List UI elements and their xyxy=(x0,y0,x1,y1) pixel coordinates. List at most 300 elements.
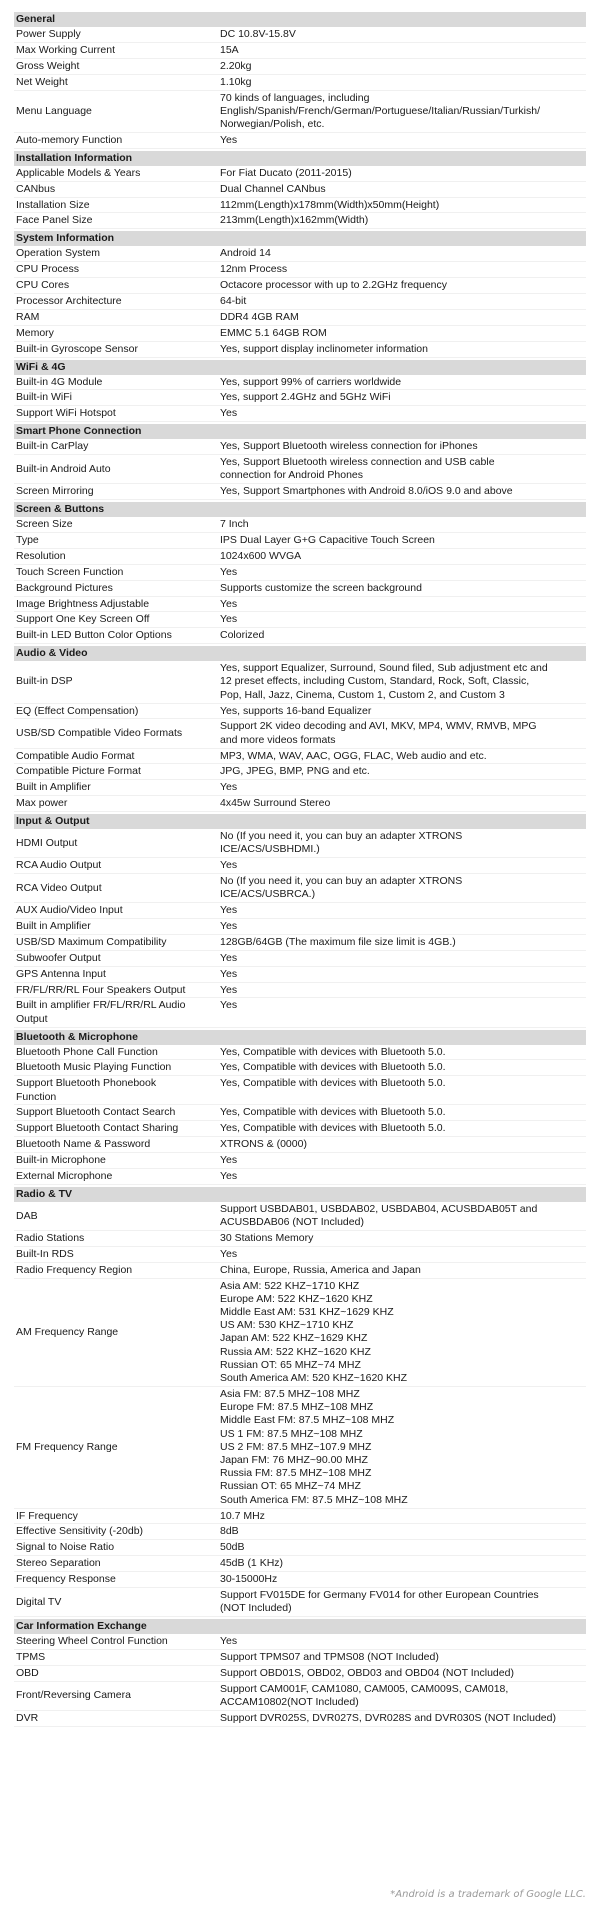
spec-row xyxy=(14,1682,586,1711)
spec-value: 128GB/64GB (The maximum file size limit is 4GB.) xyxy=(220,935,456,948)
spec-label-text: Bluetooth Phone Call Function xyxy=(16,1045,158,1058)
spec-value: JPG, JPEG, BMP, PNG and etc. xyxy=(220,765,370,778)
spec-label xyxy=(16,875,220,901)
spec-label xyxy=(16,485,220,498)
spec-label-text: Support One Key Screen Off xyxy=(16,613,150,626)
spec-row xyxy=(14,375,586,391)
spec-value: 10.7 MHz xyxy=(220,1509,265,1522)
spec-label-text: Operation System xyxy=(16,247,101,260)
spec-row xyxy=(14,749,586,765)
spec-value: 8dB xyxy=(220,1525,239,1538)
spec-row xyxy=(14,1121,586,1137)
spec-row xyxy=(14,1387,586,1509)
spec-row xyxy=(14,1572,586,1588)
spec-value: 30 Stations Memory xyxy=(220,1232,314,1244)
spec-row xyxy=(14,719,586,748)
spec-row xyxy=(14,1153,586,1169)
spec-label xyxy=(16,1046,220,1059)
spec-label-text: Front/Reversing Camera xyxy=(16,1689,131,1702)
spec-label xyxy=(16,247,220,260)
spec-label-text: Built-in Gyroscope Sensor xyxy=(16,342,138,355)
spec-label-text: Radio Stations xyxy=(16,1232,85,1244)
spec-label-text: EQ (Effect Compensation) xyxy=(16,704,139,717)
spec-label-text: Bluetooth Music Playing Function xyxy=(16,1061,172,1074)
spec-value: 30-15000Hz xyxy=(220,1573,278,1586)
spec-label-text: AM Frequency Range xyxy=(16,1325,119,1338)
spec-row xyxy=(14,858,586,874)
spec-label xyxy=(16,1557,220,1570)
spec-value: 12nm Process xyxy=(220,263,288,276)
spec-row xyxy=(14,581,586,597)
spec-row xyxy=(14,829,586,858)
section-header: Bluetooth & Microphone xyxy=(14,1030,586,1045)
spec-row xyxy=(14,1169,586,1185)
section-header: Radio & TV xyxy=(14,1187,586,1202)
spec-value: Android 14 xyxy=(220,247,271,260)
spec-value: Support CAM001F, CAM1080, CAM005, CAM009S, CAM018, ACCAM10802(NOT Included) xyxy=(220,1682,509,1708)
spec-value: Colorized xyxy=(220,629,265,642)
spec-label xyxy=(16,1061,220,1074)
spec-sheet xyxy=(14,10,586,1727)
spec-row xyxy=(14,1137,586,1153)
spec-value: Yes, support display inclinometer information xyxy=(220,342,428,355)
spec-row xyxy=(14,983,586,999)
spec-row xyxy=(14,780,586,796)
spec-value: 112mm(Length)x178mm(Width)x50mm(Height) xyxy=(220,198,440,211)
spec-label-text: Image Brightness Adjustable xyxy=(16,597,150,610)
spec-value: Asia AM: 522 KHZ~1710 KHZ Europe AM: 522 KHZ~1620 KHZ Middle East AM: 531 KHZ~1629 KHZ US AM: 530 KHZ~1710 KHZ Japan AM: 522 KHZ~1629 KHZ Russia AM: 522 KHZ~1620 KHZ Russian OT: 65 MHZ~74 MHZ South America AM: 520 KHZ~1620 KHZ xyxy=(220,1279,408,1385)
spec-row xyxy=(14,294,586,310)
spec-row xyxy=(14,1588,586,1617)
spec-label xyxy=(16,440,220,453)
spec-value: Yes xyxy=(220,1635,238,1648)
spec-label xyxy=(16,199,220,212)
spec-value: No (If you need it, you can buy an adapter XTRONS ICE/ACS/USBHDMI.) xyxy=(220,830,463,856)
spec-row xyxy=(14,439,586,455)
spec-label-text: Support WiFi Hotspot xyxy=(16,407,116,420)
spec-label-text: Built in amplifier FR/FL/RR/RL Audio Output xyxy=(16,999,186,1025)
spec-value: 15A xyxy=(220,43,239,56)
spec-label xyxy=(16,1573,220,1586)
spec-label-text: Background Pictures xyxy=(16,581,113,594)
spec-label-text: Built in Amplifier xyxy=(16,781,91,794)
spec-value: Yes xyxy=(220,407,238,420)
spec-label xyxy=(16,750,220,763)
spec-row xyxy=(14,1650,586,1666)
spec-row xyxy=(14,903,586,919)
spec-label xyxy=(16,1525,220,1538)
spec-value: EMMC 5.1 64GB ROM xyxy=(220,326,327,339)
spec-label-text: HDMI Output xyxy=(16,836,78,849)
spec-label xyxy=(16,705,220,718)
spec-value: Yes xyxy=(220,904,238,917)
spec-label xyxy=(16,1203,220,1229)
spec-row xyxy=(14,612,586,628)
spec-value: Dual Channel CANbus xyxy=(220,182,326,195)
spec-label xyxy=(16,343,220,356)
spec-label xyxy=(16,1122,220,1135)
section-header: Installation Information xyxy=(14,151,586,166)
spec-label-text: Support Bluetooth Contact Search xyxy=(16,1106,176,1119)
spec-label xyxy=(16,60,220,73)
spec-row xyxy=(14,919,586,935)
spec-label-text: Compatible Audio Format xyxy=(16,749,135,762)
section-header: System Information xyxy=(14,231,586,246)
spec-value: Yes, Compatible with devices with Bluetooth 5.0. xyxy=(220,1045,446,1058)
spec-label-text: CANbus xyxy=(16,182,56,195)
spec-row xyxy=(14,91,586,133)
spec-label xyxy=(16,295,220,308)
spec-row xyxy=(14,661,586,703)
spec-row xyxy=(14,166,586,182)
spec-value: Yes, Compatible with devices with Bluetooth 5.0. xyxy=(220,1122,446,1135)
spec-label xyxy=(16,598,220,611)
spec-label xyxy=(16,92,220,132)
spec-label-text: Compatible Picture Format xyxy=(16,765,141,778)
spec-row xyxy=(14,278,586,294)
spec-label xyxy=(16,904,220,917)
spec-row xyxy=(14,310,586,326)
spec-row xyxy=(14,549,586,565)
spec-label-text: External Microphone xyxy=(16,1170,113,1183)
spec-row xyxy=(14,967,586,983)
spec-value: Yes, Support Bluetooth wireless connection and USB cable connection for Android Phones xyxy=(220,456,495,482)
spec-value: Yes xyxy=(220,1170,238,1183)
spec-value: 1024x600 WVGA xyxy=(220,549,302,562)
spec-label xyxy=(16,1248,220,1261)
spec-label xyxy=(16,1170,220,1183)
spec-value: China, Europe, Russia, America and Japan xyxy=(220,1263,421,1276)
spec-row xyxy=(14,406,586,422)
spec-label xyxy=(16,263,220,276)
spec-row xyxy=(14,1045,586,1061)
spec-value: Yes xyxy=(220,983,238,996)
spec-row xyxy=(14,390,586,406)
section-header: Car Information Exchange xyxy=(14,1619,586,1634)
spec-label xyxy=(16,984,220,997)
spec-value: 45dB (1 KHz) xyxy=(220,1557,284,1570)
spec-value: Yes xyxy=(220,1247,238,1260)
spec-row xyxy=(14,484,586,500)
spec-value: 213mm(Length)x162mm(Width) xyxy=(220,214,369,227)
section-header: Input & Output xyxy=(14,814,586,829)
spec-label xyxy=(16,765,220,778)
spec-row xyxy=(14,1509,586,1525)
spec-label-text: Built-in Microphone xyxy=(16,1154,106,1167)
spec-row xyxy=(14,1060,586,1076)
spec-row xyxy=(14,951,586,967)
spec-label xyxy=(16,830,220,856)
spec-label xyxy=(16,327,220,340)
spec-label xyxy=(16,662,220,702)
spec-value: Yes, supports 16-band Equalizer xyxy=(220,704,372,717)
spec-label-text: Built-in Android Auto xyxy=(16,462,111,475)
spec-value: Yes, support Equalizer, Surround, Sound filed, Sub adjustment etc and 12 preset effects, including Custom, Standard, Rock, Soft, Classic, Pop, Hall, Jazz, Cinema, Custom 1, Custom 2, and Custom 3 xyxy=(220,662,548,701)
spec-label xyxy=(16,629,220,642)
spec-row xyxy=(14,1231,586,1247)
section-header: WiFi & 4G xyxy=(14,360,586,375)
spec-label-text: Power Supply xyxy=(16,28,81,40)
spec-label xyxy=(16,1106,220,1119)
spec-label-text: Effective Sensitivity (-20db) xyxy=(16,1525,144,1538)
spec-label xyxy=(16,566,220,579)
spec-label-text: Support Bluetooth Phonebook Function xyxy=(16,1077,157,1103)
spec-row xyxy=(14,597,586,613)
section-header: Audio & Video xyxy=(14,646,586,661)
spec-row xyxy=(14,75,586,91)
spec-value: DC 10.8V-15.8V xyxy=(220,28,296,40)
spec-label-text: CPU Process xyxy=(16,263,80,276)
spec-label-text: Built-in LED Button Color Options xyxy=(16,629,172,642)
spec-row xyxy=(14,182,586,198)
spec-row xyxy=(14,1666,586,1682)
spec-row xyxy=(14,1105,586,1121)
spec-label-text: OBD xyxy=(16,1666,39,1679)
spec-label-text: Support Bluetooth Contact Sharing xyxy=(16,1122,179,1135)
spec-value: Support OBD01S, OBD02, OBD03 and OBD04 (NOT Included) xyxy=(220,1666,514,1679)
spec-label-text: Built-in DSP xyxy=(16,675,73,688)
spec-label-text: FR/FL/RR/RL Four Speakers Output xyxy=(16,983,186,996)
spec-label-text: CPU Cores xyxy=(16,279,70,292)
spec-label-text: Processor Architecture xyxy=(16,294,122,307)
spec-row xyxy=(14,704,586,720)
spec-row xyxy=(14,764,586,780)
spec-label xyxy=(16,781,220,794)
spec-label xyxy=(16,582,220,595)
spec-label-text: Net Weight xyxy=(16,75,68,88)
spec-label xyxy=(16,1264,220,1277)
spec-row xyxy=(14,213,586,229)
spec-label-text: IF Frequency xyxy=(16,1509,78,1522)
spec-row xyxy=(14,133,586,149)
spec-row xyxy=(14,1556,586,1572)
spec-row xyxy=(14,1634,586,1650)
spec-row xyxy=(14,262,586,278)
spec-row xyxy=(14,1540,586,1556)
spec-value: Yes xyxy=(220,133,238,146)
spec-row xyxy=(14,517,586,533)
spec-value: For Fiat Ducato (2011-2015) xyxy=(220,166,352,179)
spec-value: Supports customize the screen background xyxy=(220,581,422,594)
spec-label-text: TPMS xyxy=(16,1650,46,1663)
spec-label xyxy=(16,279,220,292)
spec-label xyxy=(16,999,220,1025)
spec-label-text: Stereo Separation xyxy=(16,1557,101,1570)
spec-row xyxy=(14,935,586,951)
spec-label xyxy=(16,1280,220,1386)
spec-value: Yes, support 99% of carriers worldwide xyxy=(220,375,402,388)
spec-label-text: Max Working Current xyxy=(16,43,116,56)
spec-label-text: Max power xyxy=(16,797,68,810)
spec-label-text: Gross Weight xyxy=(16,59,80,72)
spec-label xyxy=(16,1635,220,1648)
spec-label-text: Steering Wheel Control Function xyxy=(16,1635,168,1648)
spec-label-text: DVR xyxy=(16,1711,39,1724)
spec-label xyxy=(16,518,220,531)
spec-value: Yes xyxy=(220,1154,238,1167)
spec-row xyxy=(14,246,586,262)
spec-label xyxy=(16,1154,220,1167)
spec-label-text: Screen Mirroring xyxy=(16,485,94,498)
spec-label-text: Type xyxy=(16,533,39,546)
spec-label-text: Touch Screen Function xyxy=(16,565,124,578)
spec-row xyxy=(14,27,586,43)
spec-row xyxy=(14,796,586,812)
spec-label-text: Subwoofer Output xyxy=(16,951,101,964)
spec-label-text: Auto-memory Function xyxy=(16,133,123,146)
spec-value: 4x45w Surround Stereo xyxy=(220,797,331,810)
spec-row xyxy=(14,1711,586,1727)
spec-value: Yes, Support Bluetooth wireless connection for iPhones xyxy=(220,440,478,453)
spec-label-text: Applicable Models & Years xyxy=(16,166,141,179)
spec-value: 64-bit xyxy=(220,294,247,307)
spec-row xyxy=(14,1524,586,1540)
spec-label xyxy=(16,550,220,563)
spec-value: Yes xyxy=(220,565,238,578)
spec-value: Support USBDAB01, USBDAB02, USBDAB04, ACUSBDAB05T and ACUSBDAB06 (NOT Included) xyxy=(220,1202,538,1229)
spec-value: Support TPMS07 and TPMS08 (NOT Included) xyxy=(220,1650,439,1663)
spec-label-text: Built in Amplifier xyxy=(16,920,91,933)
spec-label xyxy=(16,859,220,872)
spec-row xyxy=(14,198,586,214)
spec-label xyxy=(16,1077,220,1103)
spec-row xyxy=(14,326,586,342)
spec-label xyxy=(16,1683,220,1709)
spec-label xyxy=(16,1388,220,1507)
spec-label xyxy=(16,1667,220,1680)
spec-label xyxy=(16,952,220,965)
spec-value: Yes, Compatible with devices with Bluetooth 5.0. xyxy=(220,1077,446,1090)
spec-label-text: Bluetooth Name & Password xyxy=(16,1138,151,1151)
spec-row xyxy=(14,565,586,581)
spec-value: Yes xyxy=(220,781,238,794)
spec-label-text: Frequency Response xyxy=(16,1573,116,1586)
spec-row xyxy=(14,342,586,358)
spec-value: Yes xyxy=(220,967,238,980)
spec-value: 2.20kg xyxy=(220,59,252,72)
spec-label-text: Face Panel Size xyxy=(16,214,93,227)
spec-row xyxy=(14,455,586,484)
spec-label xyxy=(16,407,220,420)
spec-label-text: AUX Audio/Video Input xyxy=(16,904,123,917)
spec-label xyxy=(16,1232,220,1245)
spec-label-text: DAB xyxy=(16,1209,38,1222)
spec-row xyxy=(14,59,586,75)
spec-label-text: Signal to Noise Ratio xyxy=(16,1541,115,1554)
spec-value: Yes, Compatible with devices with Bluetooth 5.0. xyxy=(220,1061,446,1074)
spec-label xyxy=(16,534,220,547)
spec-value: DDR4 4GB RAM xyxy=(220,310,299,323)
spec-label xyxy=(16,1589,220,1615)
spec-label xyxy=(16,920,220,933)
spec-label xyxy=(16,1651,220,1664)
spec-label-text: Built-in 4G Module xyxy=(16,375,103,388)
spec-label xyxy=(16,613,220,626)
spec-label-text: RCA Video Output xyxy=(16,881,102,894)
spec-label-text: Built-In RDS xyxy=(16,1247,74,1260)
spec-label-text: Digital TV xyxy=(16,1595,62,1608)
spec-value: Yes, Support Smartphones with Android 8.0/iOS 9.0 and above xyxy=(220,485,513,498)
spec-value: No (If you need it, you can buy an adapter XTRONS ICE/ACS/USBRCA.) xyxy=(220,875,463,901)
spec-row xyxy=(14,1279,586,1387)
spec-value: Yes xyxy=(220,999,238,1012)
spec-label xyxy=(16,183,220,196)
spec-row xyxy=(14,1076,586,1105)
spec-label xyxy=(16,968,220,981)
spec-value: 1.10kg xyxy=(220,75,252,88)
spec-label-text: GPS Antenna Input xyxy=(16,967,106,980)
spec-row xyxy=(14,628,586,644)
spec-label-text: Memory xyxy=(16,326,54,339)
spec-value: Support 2K video decoding and AVI, MKV, MP4, WMV, RMVB, MPG and more videos formats xyxy=(220,720,537,746)
spec-label-text: RCA Audio Output xyxy=(16,859,102,872)
spec-value: 70 kinds of languages, including English/Spanish/French/German/Portuguese/Italian/Russian/Turkish/ Norwegian/Polish, etc. xyxy=(220,91,541,130)
spec-value: Yes xyxy=(220,613,238,626)
spec-row xyxy=(14,874,586,903)
spec-label-text: FM Frequency Range xyxy=(16,1440,118,1453)
spec-label-text: Screen Size xyxy=(16,518,73,531)
spec-label-text: Resolution xyxy=(16,549,66,562)
spec-value: Yes, support 2.4GHz and 5GHz WiFi xyxy=(220,391,391,404)
spec-value: Yes xyxy=(220,951,238,964)
spec-row xyxy=(14,43,586,59)
spec-value: Support FV015DE for Germany FV014 for other European Countries (NOT Included) xyxy=(220,1588,539,1615)
spec-label xyxy=(16,311,220,324)
spec-label xyxy=(16,797,220,810)
spec-value: XTRONS & (0000) xyxy=(220,1138,307,1151)
spec-label xyxy=(16,28,220,41)
spec-label xyxy=(16,76,220,89)
spec-label xyxy=(16,167,220,180)
spec-label-text: Installation Size xyxy=(16,198,90,211)
spec-label xyxy=(16,456,220,482)
spec-label xyxy=(16,1712,220,1725)
spec-label-text: Menu Language xyxy=(16,104,92,117)
spec-label xyxy=(16,936,220,949)
spec-label xyxy=(16,391,220,404)
spec-label-text: RAM xyxy=(16,310,40,323)
spec-label xyxy=(16,44,220,57)
spec-label-text: USB/SD Maximum Compatibility xyxy=(16,935,167,948)
spec-value: Yes, Compatible with devices with Bluetooth 5.0. xyxy=(220,1106,446,1119)
spec-row xyxy=(14,1247,586,1263)
spec-value: MP3, WMA, WAV, AAC, OGG, FLAC, Web audio and etc. xyxy=(220,749,487,762)
spec-label-text: Built-in WiFi xyxy=(16,391,73,404)
spec-value: Yes xyxy=(220,920,238,933)
spec-row xyxy=(14,533,586,549)
spec-row xyxy=(14,998,586,1027)
spec-value: 7 Inch xyxy=(220,518,249,531)
spec-value: Support DVR025S, DVR027S, DVR028S and DVR030S (NOT Included) xyxy=(220,1711,556,1724)
spec-value: IPS Dual Layer G+G Capacitive Touch Screen xyxy=(220,533,435,546)
spec-label-text: USB/SD Compatible Video Formats xyxy=(16,727,183,739)
spec-label xyxy=(16,1138,220,1151)
spec-value: Asia FM: 87.5 MHZ~108 MHZ Europe FM: 87.5 MHZ~108 MHZ Middle East FM: 87.5 MHZ~108 MHZ US 1 FM: 87.5 MHZ~108 MHZ US 2 FM: 87.5 MHZ~107.9 MHZ Japan FM: 76 MHZ~90.00 MHZ Russia FM: 87.5 MHZ~108 MHZ Russian OT: 65 MHZ~74 MHZ South America FM: 87.5 MHZ~108 MHZ xyxy=(220,1387,408,1506)
section-header: Screen & Buttons xyxy=(14,502,586,517)
spec-value: Yes xyxy=(220,859,238,872)
spec-value: Yes xyxy=(220,597,238,610)
spec-label-text: Radio Frequency Region xyxy=(16,1263,133,1276)
spec-value: 50dB xyxy=(220,1541,245,1554)
spec-label xyxy=(16,134,220,147)
spec-value: Octacore processor with up to 2.2GHz frequency xyxy=(220,279,448,292)
spec-label xyxy=(16,214,220,227)
spec-row xyxy=(14,1202,586,1231)
trademark-footnote: *Android is a trademark of Google LLC. xyxy=(390,1889,586,1900)
spec-label xyxy=(16,1510,220,1523)
section-header: Smart Phone Connection xyxy=(14,424,586,439)
spec-label-text: Built-in CarPlay xyxy=(16,440,89,453)
